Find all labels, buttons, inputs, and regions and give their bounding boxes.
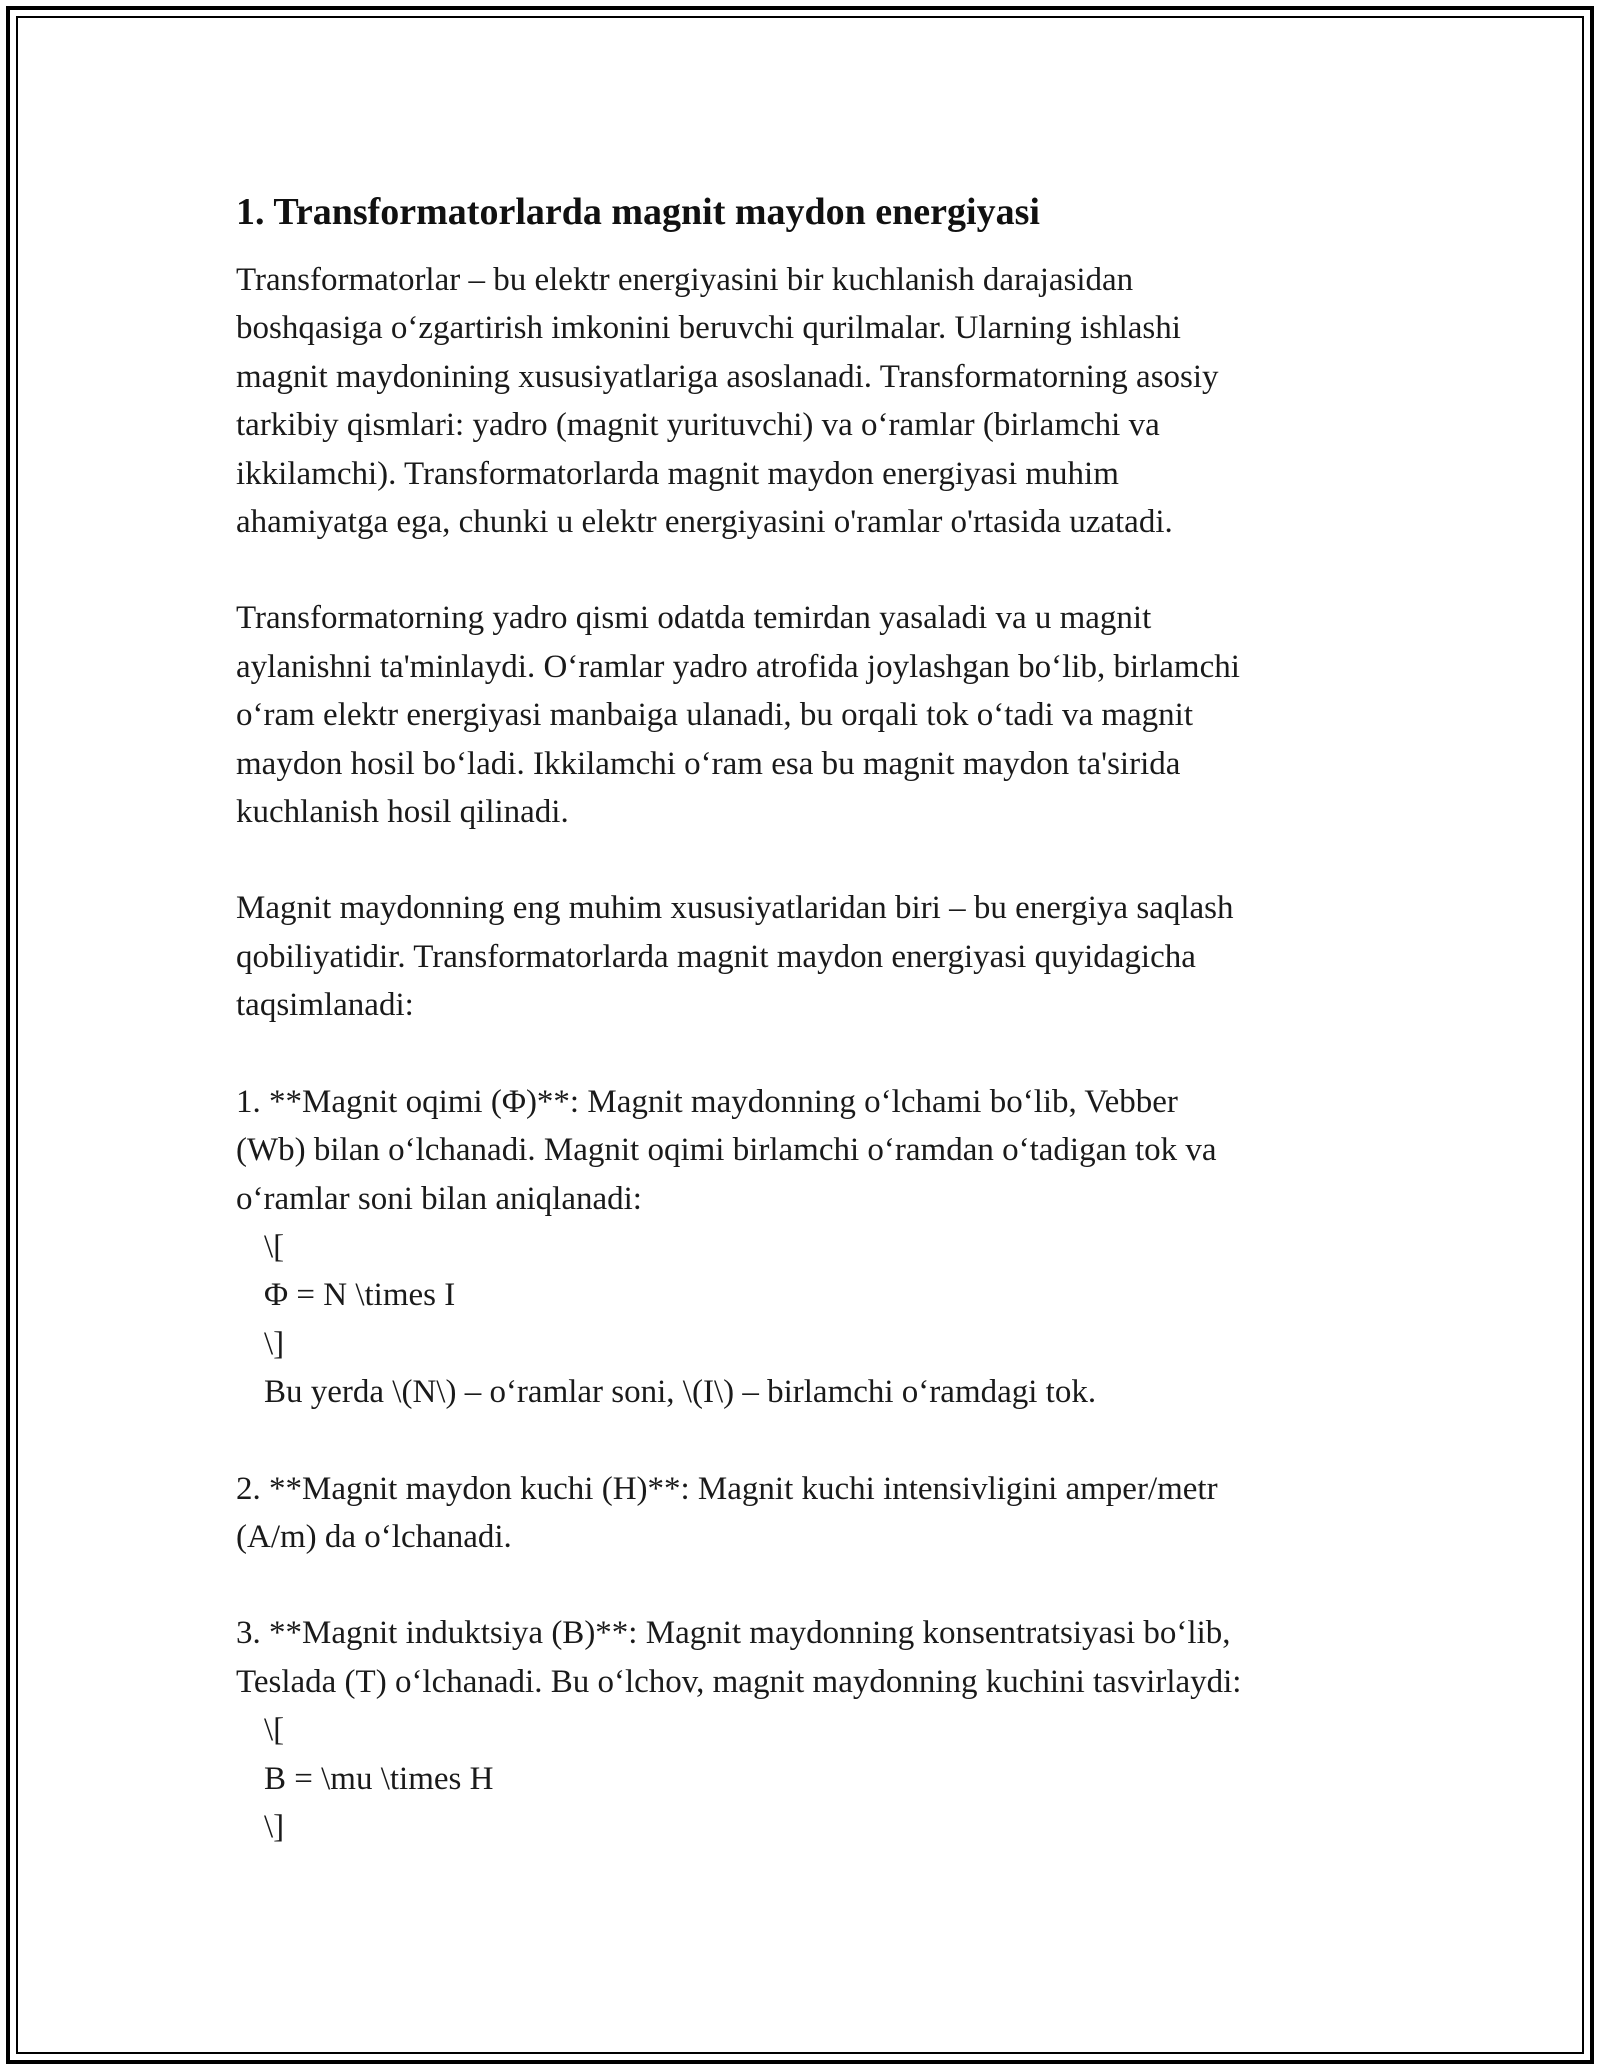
- text-line: Teslada (T) o‘lchanadi. Bu o‘lchov, magnit maydonning kuchini tasvirlaydi:: [236, 1663, 1242, 1700]
- formula-line: \[: [264, 1228, 285, 1265]
- paragraph-energy: [236, 884, 1366, 1029]
- document-title: 1. Transformatorlarda magnit maydon energiyasi: [236, 191, 1040, 233]
- paragraph-core: [236, 594, 1366, 836]
- formula-line: \[: [264, 1712, 285, 1749]
- text-line: aylanishni ta'minlaydi. O‘ramlar yadro atrofida joylashgan bo‘lib, birlamchi: [236, 648, 1240, 685]
- text-line: kuchlanish hosil qilinadi.: [236, 794, 569, 831]
- text-line: 2. **Magnit maydon kuchi (H)**: Magnit kuchi intensivligini amper/metr: [236, 1470, 1218, 1507]
- list-item-induction: [236, 1609, 1366, 1851]
- formula-line: Φ = N \times I: [264, 1277, 456, 1314]
- text-line: boshqasiga o‘zgartirish imkonini beruvchi qurilmalar. Ularning ishlashi: [236, 310, 1181, 347]
- list-item-magnetic-flux: [236, 1078, 1366, 1417]
- text-line: taqsimlanadi:: [236, 987, 414, 1024]
- text-line: 3. **Magnit induktsiya (B)**: Magnit maydonning konsentratsiyasi bo‘lib,: [236, 1615, 1231, 1652]
- text-line: magnit maydonining xususiyatlariga asoslanadi. Transformatorning asosiy: [236, 358, 1219, 395]
- text-line: ahamiyatga ega, chunki u elektr energiyasini o'ramlar o'rtasida uzatadi.: [236, 504, 1173, 541]
- formula-line: \]: [264, 1808, 285, 1845]
- text-line: o‘ram elektr energiyasi manbaiga ulanadi, bu orqali tok o‘tadi va magnit: [236, 697, 1193, 734]
- text-line: qobiliyatidir. Transformatorlarda magnit maydon energiyasi quyidagicha: [236, 938, 1196, 975]
- text-line: Transformatorning yadro qismi odatda temirdan yasaladi va u magnit: [236, 600, 1152, 637]
- formula-line: B = \mu \times H: [264, 1760, 494, 1797]
- text-line: ikkilamchi). Transformatorlarda magnit maydon energiyasi muhim: [236, 455, 1119, 492]
- formula-explanation: Bu yerda \(N\) – o‘ramlar soni, \(I\) – birlamchi o‘ramdagi tok.: [264, 1374, 1097, 1411]
- paragraph-intro: [236, 256, 1366, 546]
- text-line: 1. **Magnit oqimi (Φ)**: Magnit maydonning o‘lchami bo‘lib, Vebber: [236, 1083, 1178, 1120]
- text-line: (A/m) da o‘lchanadi.: [236, 1518, 512, 1555]
- text-line: Magnit maydonning eng muhim xususiyatlaridan biri – bu energiya saqlash: [236, 890, 1234, 927]
- formula-line: \]: [264, 1325, 285, 1362]
- text-line: o‘ramlar soni bilan aniqlanadi:: [236, 1180, 642, 1217]
- text-line: tarkibiy qismlari: yadro (magnit yurituvchi) va o‘ramlar (birlamchi va: [236, 407, 1160, 444]
- text-line: Transformatorlar – bu elektr energiyasini bir kuchlanish darajasidan: [236, 262, 1134, 298]
- list-item-field-strength: [236, 1465, 1366, 1562]
- document-body: [236, 186, 1366, 1899]
- text-line: maydon hosil bo‘ladi. Ikkilamchi o‘ram esa bu magnit maydon ta'sirida: [236, 745, 1181, 782]
- text-line: (Wb) bilan o‘lchanadi. Magnit oqimi birlamchi o‘ramdan o‘tadigan tok va: [236, 1132, 1217, 1169]
